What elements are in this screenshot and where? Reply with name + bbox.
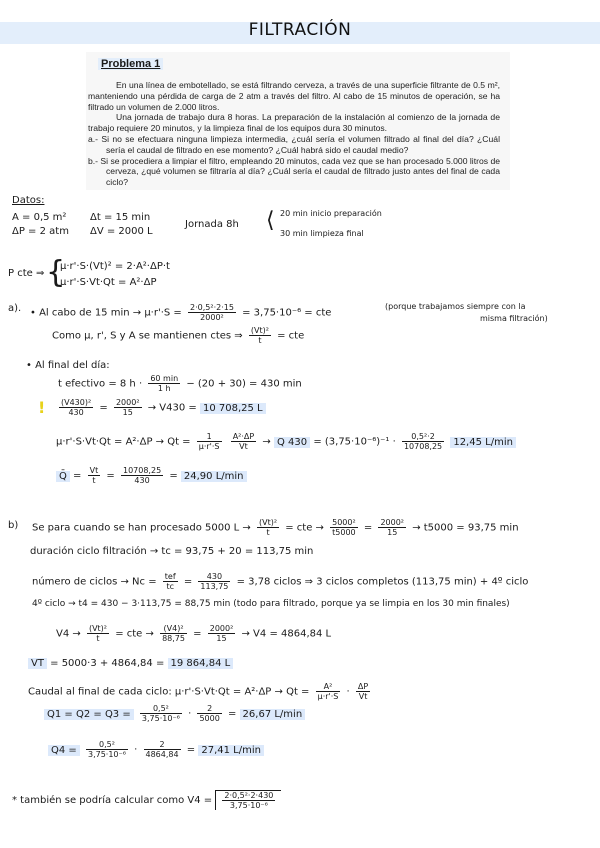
t-efectivo: [58, 374, 302, 393]
denominator: 88,75: [162, 634, 185, 643]
datos-pressure: ΔP = 2 atm: [12, 226, 69, 237]
fraction: [121, 466, 163, 485]
qmean-result: 24,90 L/min: [181, 471, 247, 482]
denominator: t5000: [332, 528, 356, 537]
denominator: μ·r'·S: [317, 692, 339, 701]
q123-label: Q1 = Q2 = Q3 =: [44, 709, 134, 720]
fraction: [144, 740, 181, 759]
denominator: t: [96, 634, 100, 643]
numerator: A²: [316, 682, 341, 692]
datos-jornada: Jornada 8h: [185, 219, 239, 230]
ciclo-duration: duración ciclo filtración → tc = 93,75 + 20 = 113,75 min: [30, 546, 314, 557]
v4-line: V4 → $\frac{\text{(Vt)²}}{t}$ = cte → $\frac{\text{(V4)²}}{88,75}$ = $\frac{\text{2000²}}{15}$ → V4 = 4864,84 L: [56, 624, 332, 643]
fraction: [222, 791, 275, 810]
numerator: tef: [164, 572, 176, 581]
fraction: [86, 740, 128, 759]
part-a-label: a).: [8, 303, 22, 314]
q4-line: Q4 = $\frac{\text{0,5²}}{\text{3,75·10⁻⁶}}$ · $\frac{2}{4864,84}$ = 27,41 L/min: [48, 740, 264, 759]
part-b-line1: Se para cuando se han procesado 5000 L → $\frac{\text{(Vt)²}}{t}$ = cte → $\frac{\text{5000²}}{t5000}$ = $\frac{\text{2000²}}{15}$ → t5000 = 93,75 min: [32, 518, 519, 537]
numerator: 2000²: [380, 518, 405, 527]
note-text: * también se podría calcular como V4 =: [12, 795, 213, 806]
denominator: t: [258, 336, 262, 345]
fraction: [140, 704, 182, 723]
qt-line: [56, 432, 516, 451]
denominator: Vt: [358, 692, 368, 701]
part-a-line1: [30, 303, 331, 322]
denominator: 113,75: [200, 582, 229, 591]
equals: =: [99, 402, 108, 414]
numerator: 5000²: [332, 518, 356, 527]
cuarto-ciclo: 4º ciclo → t4 = 430 − 3·113,75 = 88,75 min (todo para filtrado, porque ya se limpia en los 30 min finales): [32, 599, 510, 609]
denominator: 5000: [199, 714, 220, 723]
brace-icon: {: [46, 255, 66, 290]
problem-heading: Problema 1: [98, 58, 163, 70]
question-b: b.- Si se procediera a limpiar el filtro, empleando 20 minutos, cada vez que se han procesado 5.000 litros de cerveza, ¿qué volumen se filtraría al día? ¿Cuál sería el caudal de filtrado justo antes del final de cada ciclo?: [88, 155, 500, 188]
fraction: [188, 303, 236, 322]
denominator: 15: [216, 634, 227, 643]
denominator: t: [266, 528, 270, 537]
num-ciclos-line: número de ciclos → Nc = $\frac{\text{tef}}{tc}$ = $\frac{430}{113,75}$ = 3,78 ciclos ⇒ 3 ciclos completos (113,75 min) + 4º ciclo: [32, 572, 529, 591]
t5000-result: → t5000 = 93,75 min: [412, 522, 519, 534]
denominator: 15: [122, 408, 133, 417]
tef-end: − (20 + 30) = 430 min: [186, 378, 302, 390]
numerator: 0,5²: [140, 704, 182, 714]
fraction: [198, 572, 230, 591]
v4-result: → V4 = 4864,84 L: [241, 628, 332, 640]
fraction: [114, 398, 142, 417]
qmean-label: Q̄: [56, 471, 70, 482]
numerator: ΔP: [357, 682, 369, 691]
denominator: 430: [68, 408, 84, 417]
fraction: [163, 572, 178, 591]
warning-icon: !: [38, 398, 46, 417]
vt-line: [28, 658, 233, 669]
brace-icon: ⟨: [266, 208, 275, 233]
numerator: (V4)²: [160, 624, 187, 634]
part-a-line2: [52, 326, 304, 345]
denominator: μ·r'·S: [198, 442, 220, 451]
nc-end: = 3,78 ciclos ⇒ 3 ciclos completos (113,75 min) + 4º ciclo: [236, 576, 529, 588]
v4-start: V4 →: [56, 628, 81, 640]
denominator: 4864,84: [145, 750, 179, 759]
denominator: 3,75·10⁻⁶: [87, 750, 126, 759]
fraction: [197, 432, 222, 451]
q430-result: 12,45 L/min: [450, 437, 516, 448]
problem-text: [88, 80, 500, 188]
page-title: FILTRACIÓN: [248, 20, 352, 40]
line1-text: Se para cuando se han procesado 5000 L →: [32, 522, 251, 534]
note-1: (porque trabajamos siempre con la: [385, 302, 526, 311]
fraction: [378, 518, 406, 537]
tef-start: t efectivo = 8 h ·: [58, 378, 143, 390]
numerator: 60 min: [150, 374, 179, 383]
numerator: 0,5²·2: [402, 432, 444, 442]
qmean-line: Q̄ = $\frac{Vt}{t}$ = $\frac{10708,25}{430}$ = 24,90 L/min: [56, 466, 247, 485]
fraction: [231, 432, 257, 451]
line2-end: = cte: [277, 330, 305, 342]
fraction: [330, 518, 358, 537]
numerator: (Vt)²: [88, 624, 108, 633]
equation-2: μ·r'·S·Vt·Qt = A²·ΔP: [60, 277, 157, 288]
mid: = cte →: [285, 522, 324, 534]
numerator: 2: [197, 704, 221, 714]
fraction: [87, 624, 109, 643]
denominator: 2000²: [200, 313, 224, 322]
vt-eq: = 5000·3 + 4864,84 =: [50, 658, 165, 669]
arrow: →: [262, 436, 271, 448]
denominator: 430: [134, 476, 150, 485]
datos-time: Δt = 15 min: [90, 212, 151, 223]
fraction: [356, 682, 370, 701]
fraction: [88, 466, 101, 485]
note-2: misma filtración): [480, 314, 548, 323]
fraction: [197, 704, 221, 723]
equation-1: μ·r'·S·(Vt)² = 2·A²·ΔP·t: [60, 261, 170, 272]
numerator: 2000²: [209, 624, 234, 633]
line2-start: Como μ, r', S y A se mantienen ctes ⇒: [52, 330, 243, 342]
datos-area: A = 0,5 m²: [12, 212, 67, 223]
q123-line: Q1 = Q2 = Q3 = $\frac{\text{0,5²}}{\text{3,75·10⁻⁶}}$ · $\frac{2}{5000}$ = 26,67 L/min: [44, 704, 305, 723]
fraction: [402, 432, 444, 451]
numerator: (V430)²: [61, 398, 92, 407]
denominator: 15: [387, 528, 398, 537]
numerator: 2·0,5²·2·430: [224, 791, 274, 800]
numerator: 1: [197, 432, 222, 442]
q4-label: Q4 =: [48, 745, 80, 756]
denominator: Vt: [239, 442, 248, 451]
datos-label: Datos:: [12, 195, 45, 206]
numerator: (Vt)²: [258, 518, 278, 527]
part-b-label: b): [8, 520, 19, 531]
numerator: (Vt)²: [250, 326, 269, 335]
denominator: 3,75·10⁻⁶: [229, 801, 268, 810]
mid: = cte →: [115, 628, 154, 640]
question-a: a.- Si no se efectuara ninguna limpieza intermedia, ¿cuál sería el volumen filtrado al final del día? ¿Cuál sería el caudal de filtrado en ese momento? ¿Cuál habrá sido el caudal medio?: [88, 133, 500, 155]
numerator: 10708,25: [122, 466, 162, 475]
fraction: [208, 624, 236, 643]
line1-end: = 3,75·10⁻⁶ = cte: [242, 307, 332, 319]
fraction: [160, 624, 187, 643]
caudal-line: Caudal al final de cada ciclo: μ·r'·S·Vt·Qt = A²·ΔP → Qt = $\frac{\text{A²}}{\mu\cdot r'\cdot S}$ · $\frac{\Delta P}{Vt}$: [28, 682, 369, 701]
problem-paragraph-1: En una línea de embotellado, se está filtrando cerveza, a través de una superficie filtrante de 0.5 m², manteniendo una pérdida de carga de 2 atm a través del filtro. Al cabo de 15 minutos de operación, se ha filtrado un volumen de 2.000 litros.: [88, 80, 500, 112]
vt-result: 19 864,84 L: [168, 658, 234, 669]
denominator: t: [92, 476, 96, 485]
datos-cleaning: 30 min limpieza final: [280, 229, 364, 238]
q430-label: Q 430: [274, 437, 310, 448]
vt-label: VT: [28, 658, 47, 669]
fraction: [249, 326, 271, 345]
datos-prep: 20 min inicio preparación: [280, 209, 382, 218]
final-dia-label: • Al final del día:: [26, 360, 110, 371]
denominator: 1 h: [157, 384, 171, 393]
nc-start: número de ciclos → Nc =: [32, 576, 157, 588]
arrow: → V430 =: [147, 402, 197, 414]
numerator: Vt: [89, 466, 99, 475]
v430-result: 10 708,25 L: [200, 403, 266, 414]
fraction: [316, 682, 341, 701]
numerator: 2·0,5²·2·15: [190, 303, 234, 312]
q4-result: 27,41 L/min: [198, 745, 264, 756]
numerator: A²·ΔP: [232, 432, 255, 441]
denominator: 3,75·10⁻⁶: [141, 714, 180, 723]
numerator: 0,5²: [86, 740, 128, 750]
sqrt: [215, 790, 281, 810]
q123-result: 26,67 L/min: [240, 709, 306, 720]
fraction: [59, 398, 93, 417]
pcte-label: P cte ⇒: [8, 268, 45, 279]
problem-paragraph-2: Una jornada de trabajo dura 8 horas. La preparación de la instalación al comienzo de la jornada de trabajo requiere 20 minutos, y la limpieza final de los equipos dura 30 minutos.: [88, 112, 500, 134]
numerator: 2: [144, 740, 181, 750]
qt-start: μ·r'·S·Vt·Qt = A²·ΔP → Qt =: [56, 436, 191, 448]
denominator: tc: [166, 582, 174, 591]
denominator: 10708,25: [403, 442, 443, 451]
line1-start: • Al cabo de 15 min → μ·r'·S =: [30, 307, 182, 319]
numerator: 2000²: [115, 398, 140, 407]
caudal-text: Caudal al final de cada ciclo: μ·r'·S·Vt·Qt = A²·ΔP → Qt =: [28, 686, 310, 698]
v430-line: [56, 398, 266, 417]
fraction: [257, 518, 279, 537]
q430-eq: = (3,75·10⁻⁶)⁻¹ ·: [313, 436, 396, 448]
note-line: [12, 790, 281, 810]
numerator: 430: [198, 572, 230, 582]
datos-volume: ΔV = 2000 L: [90, 226, 153, 237]
fraction: [148, 374, 180, 393]
